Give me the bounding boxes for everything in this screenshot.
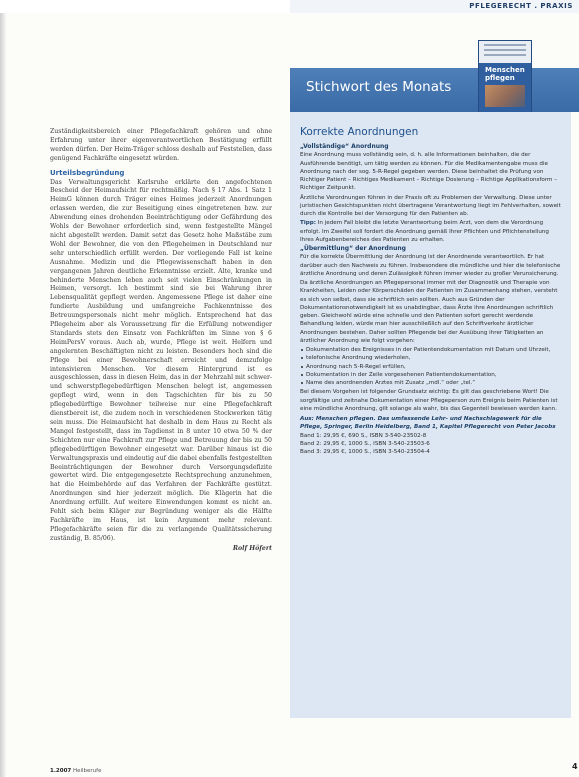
magazine-name: Heilberufe [72, 768, 102, 774]
sidebar-paragraph-5: Bei diesem Vorgehen ist folgender Grundsatz wichtig: Es gilt das geschriebene Wort! Die sorgfältige und zeitnahe Dokumentation einer Pflegeperson zum Ereignis beim Patienten ist eine mündliche Anordnung, gilt solange als wahr, bis das Gegenteil bewiesen werden kann. [300, 389, 558, 412]
section-header [469, 2, 573, 10]
author-signature: Rolf Höfert [232, 544, 272, 552]
article-left-column [50, 128, 272, 554]
tipp-label: Tipp: [300, 220, 316, 227]
price-line: Band 3: 29,95 €, 1000 S., ISBN 3-540-23504-4 [300, 449, 430, 455]
section-label-tail: PRAXIS [540, 2, 573, 10]
book-cover-image [478, 40, 532, 114]
sidebar-subheading-2: „Übermittlung“ der Anordnung [300, 245, 406, 252]
banner-title: Stichwort des Monats [306, 79, 452, 95]
sidebar-paragraph-2: Ärztliche Verordnungen führen in der Praxis oft zu Problemen der Verwaltung. Diese unter juristischen Gesichtspunkten nicht übertragene Verantwortung liegt im Fehlverhalten, soweit durch die Kontrolle bei der Versorgung für den Patienten ab. [300, 194, 561, 217]
page-binding-edge [0, 0, 6, 777]
section-separator: . [534, 2, 538, 10]
procedure-list [300, 346, 564, 387]
list-item: telefonische Anordnung wiederholen, [300, 354, 564, 362]
sidebar-content [300, 126, 564, 456]
price-line: Band 2: 29,95 €, 1000 S., ISBN 3-540-23503-6 [300, 440, 430, 447]
list-item: Dokumentation in der Zeile vorgesehenen Patientendokumentation, [300, 371, 564, 379]
sidebar-paragraph-3: Für die korrekte Übermittlung der Anordnung ist der Anordnende verantwortlich. Er hat darüber auch den Nachweis zu führen. Insbesondere die mündliche und hier die telefonische ärztliche Anordnung und deren Zulässigkeit führen immer wieder zu großer Verunsicherung. [300, 254, 561, 277]
sidebar-box [290, 112, 571, 718]
list-item: Anordnung nach 5-R-Regel erfüllen, [300, 363, 564, 371]
page-number: 4 [572, 762, 578, 771]
sidebar-paragraph-1: Eine Anordnung muss vollständig sein, d. h. alle Informationen beinhalten, die der Ausführende benötigt, um tätig werden zu können. Für die Medikamentengabe muss die Anordnung nach der sog. 5-R-Regel gegeben werden. Diese beinhaltet die Prüfung von Richtiger Patient – Richtiges Medikament – Richtige Dosierung – Richtige Applikationsform – Richtiger Zeitpunkt. [300, 152, 558, 192]
tipp-paragraph [300, 219, 564, 244]
price-line: Band 1: 29,95 €, 690 S., ISBN 3-540-23502-8 [300, 432, 427, 439]
book-title-line1: Menschen [485, 66, 525, 74]
tipp-text: In jedem Fall bleibt die letzte Verantwortung beim Arzt, von dem die Verordnung erfolgt. Im Zweifel soll fordert die Anordnung gemäß Ihrer Pflichten und Pflichtenstellung Ihres Aufgabenbereiches des Patienten zu erhalten. [300, 220, 549, 243]
section-label: PFLEGERECHT [469, 2, 532, 10]
book-title-line2: pflegen [485, 73, 515, 82]
list-item: Dokumentation des Ereignisses in der Patientendokumentation mit Datum und Uhrzeit, [300, 346, 564, 354]
body-paragraph: Das Verwaltungsgericht Karlsruhe erklärte den angefochtenen Bescheid der Heimaufsicht für rechtmäßig. Nach § 17 Abs. 1 Satz 1 HeimG können durch Träger eines Heimes jederzeit Anordnungen erlassen werden, die zur Beseitigung eines eingetretenen bzw. zur Abwendung eines drohenden Beeinträchtigung oder Gefährdung des Wohls der Bewohner erforderlich sind, wenn festgestellte Mängel nicht abgestellt werden. Damit setzt das Gesetz hohe Maßstäbe zum Wohl der Bewohner, die von den Pflegeheimen in Deutschland nur sehr unterschiedlich erfüllt werden. Der vorliegende Fall ist keine Ausnahme. Medizin und die Pflegewissenschaft haben in den vergangenen Jahren deutliche Erkenntnisse erzielt. Alte, kranke und behinderte Menschen leben auch seit vielen Einschränkungen in Heimen, versorgt. Ich bestimmt sind sie bei Wahrung ihrer Lebensqualität gepflegt werden. Angemessene Pflege ist daher eine fundierte Ausbildung und umfangreiche Fachkenntnisse des Betreuungspersonals nicht mehr möglich. Entsprechend hat das Pflegeheim aber als Voraussetzung für die Erfüllung notwendiger Standards stets den Einsatz von Fachkräften im Sinne von § 6 HeimPersV voraus. Auch ab, wurde, Pflege ist weit. Helfern und angelernten Beschäftigten nicht zu leisten. Besonders hoch sind die Pflege bei einer Bewohnerschaft erreicht und demzufolge intensivieren Menschen. Vor diesem Hintergrund ist es ausgeschlossen, dass in diesen Heim, das in der Mehrzahl mit schwer- und schwerstpflegebedürftigen Menschen belegt ist, angemessen gepflegt wird, wenn in den Tagschichten für bis zu 50 pflegebedürftige Bewohner teilweise nur eine Pflegefachkraft dienstbereit ist, die zudem noch in verschiedenen Stockwerken tätig sein muss. Die Heimaufsicht hat deshalb in dem Haus zu Recht als Mangel festgestellt, dass im Tagdienst in 8 unter 10 etwa 50 % der Schichten nur eine Fachkraft zur Pflege und Betreuung der bis zu 50 pflegebedürftigen Bewohner eingesetzt war. Darüber hinaus ist die Verwaltungspraxis und eindeutig auf die dabei ebenfalls festgestellten Beeinträchtigungen der Bewohner durch Versorgungsdefizite gewertet wird. Die entgegengesetzte Rechtsprechung anzunehmen, hat die Heimbehörde auf das Verfahren der Fachkräfte gestützt. Anordnungen sind hier jederzeit möglich. Die Klägerin hat die Anordnung erfüllt. Auf weitere Einwendungen kommt es nicht an. Fehlt sich beim Kläger zur Begründung weniger als die Hälfte Fachkräfte im Haus, ist kein Argument mehr relevant. Pflegefachkräfte seien für die zu verlangende Qualitätssicherung zuständig, B. 85/06). [50, 178, 272, 542]
feature-banner [290, 68, 579, 112]
lead-paragraph: Zuständigkeitsbereich einer Pflegefachkraft gehören und ohne Erfahrung unter ihrer eigenverantwortlichen Bestätigung erfüllt werden dürfen. Der Heim-Träger schloss deshalb auf Feststellen, dass genügend Fachkräfte eingesetzt würden. [50, 128, 272, 162]
sidebar-subheading-1: „Vollständige“ Anordnung [300, 143, 389, 150]
book-cover-header [479, 41, 531, 63]
page-footer [50, 768, 102, 774]
list-item: Name des anordnenden Arztes mit Zusatz „mdl.“ oder „tel.“ [300, 379, 564, 387]
issue-number: 1.2007 [50, 768, 72, 774]
book-cover-title [485, 67, 525, 82]
source-citation: Aus: Menschen pflegen. Das umfassende Lehr- und Nachschlagewerk für die Pflege, Springer, Berlin Heidelberg, Band 1, Kapitel Pflegerecht von Peter Jacobs [300, 416, 556, 431]
sidebar-title: Korrekte Anordnungen [300, 126, 419, 138]
section-heading: Urteilsbegründung [50, 168, 125, 177]
sidebar-paragraph-4: Da ärztliche Anordnungen an Pflegepersonal immer mit der Diagnostik und Therapie von Krankheiten, Leiden oder Körperschäden der Patienten im Zusammenhang stehen, versteht es sich von selbst, dass sie schriftlich sein sollten. Auch aus Gründen der Dokumentationsnotwendigkeit ist es unabdingbar, dass Ärzte ihre Anordnungen schriftlich geben. Gleichwohl würde eine schnelle und den Patienten sofort gerecht werdende Behandlung leiden, würde man hier ausschließlich auf den Schriftverkehr ärztlicher Anordnungen bestehen. Daher sollten Pflegende bei der Ausübung ihrer Tätigkeiten an ärztlicher Anordnung wie folgt vorgehen: [300, 280, 558, 344]
book-cover-photo [485, 85, 525, 107]
